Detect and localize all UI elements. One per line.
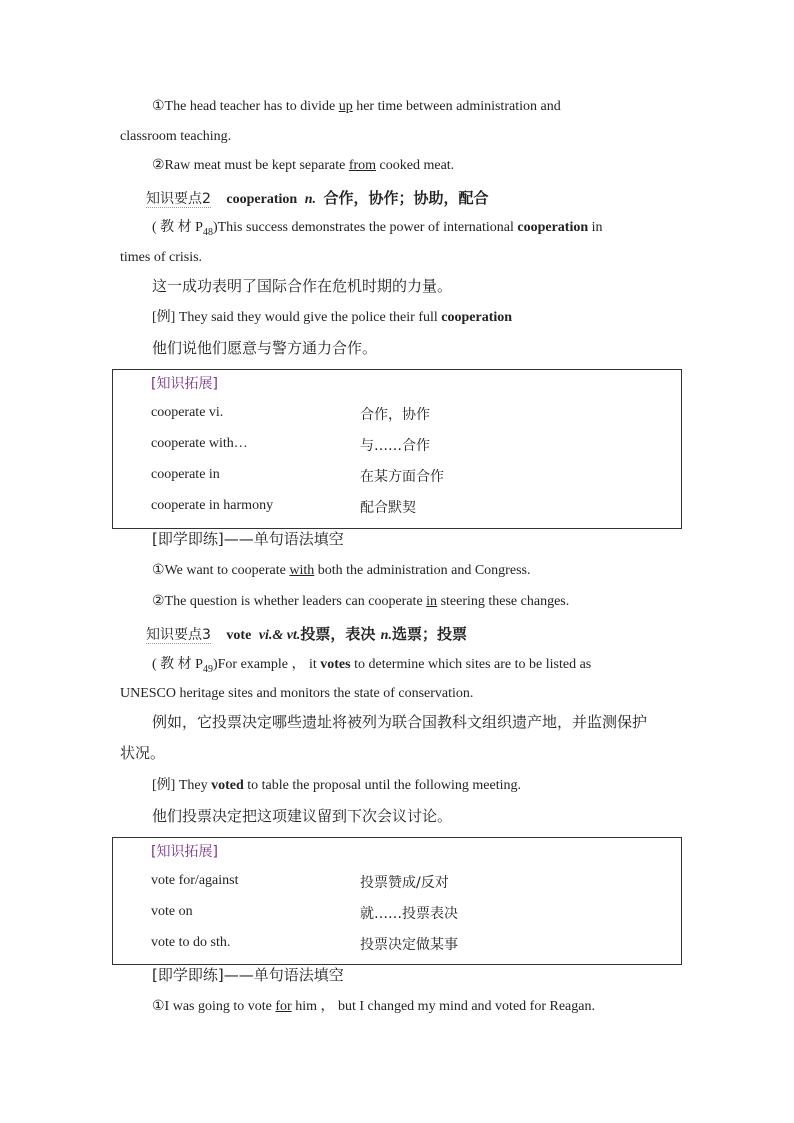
text: ①We want to cooperate	[152, 563, 290, 578]
textbook-translation-cont: 状况。	[120, 744, 166, 762]
expand-title: [知识拓展]	[151, 844, 218, 860]
practice-sentence	[152, 561, 530, 581]
example-translation: 他们说他们愿意与警方通力合作。	[152, 339, 378, 357]
text: to table the proposal until the following meeting.	[243, 778, 521, 793]
text: ( 教 材 P	[152, 220, 203, 235]
practice-sentence	[152, 592, 569, 612]
expand-term: cooperate vi.	[151, 405, 224, 420]
textbook-quote-cont: UNESCO heritage sites and monitors the state of conservation.	[120, 686, 474, 701]
point-badge: 知识要点3	[146, 627, 211, 643]
practice-sentence	[152, 997, 595, 1017]
text: )For example ， it	[212, 657, 321, 672]
text: [例] They said they would give the police their full	[152, 310, 442, 325]
practice-title: [即学即练]——单句语法填空	[152, 966, 344, 984]
expand-meaning: 投票决定做某事	[360, 937, 458, 953]
page-subscript: 48	[202, 226, 213, 238]
keyword: voted	[211, 778, 244, 793]
answer: up	[338, 99, 353, 114]
textbook-translation: 例如，它投票决定哪些遗址将被列为联合国教科文组织遗产地，并监测保护	[152, 713, 648, 731]
keyword: cooperation	[517, 220, 589, 235]
knowledge-point-3-heading	[146, 623, 467, 644]
textbook-quote	[152, 218, 603, 243]
knowledge-expand-box	[112, 837, 682, 965]
example-sentence-2	[152, 156, 454, 176]
part-of-speech: n.	[380, 628, 392, 643]
expand-term: vote to do sth.	[151, 935, 231, 950]
keyword: votes	[320, 657, 351, 672]
answer: in	[426, 594, 438, 609]
text: him ， but I changed my mind and voted for Reagan.	[291, 999, 595, 1014]
example-sentence-1	[152, 97, 561, 117]
part-of-speech: vi.& vt.	[258, 628, 301, 643]
textbook-quote-cont: times of crisis.	[120, 250, 203, 265]
textbook-translation: 这一成功表明了国际合作在危机时期的力量。	[152, 277, 453, 295]
text: ( 教 材 P	[152, 657, 203, 672]
text: cooked meat.	[376, 158, 455, 173]
text: ②The question is whether leaders can cooperate	[152, 594, 427, 609]
meaning: 投票，表决	[300, 625, 381, 643]
example	[152, 776, 521, 796]
keyword: cooperation	[226, 192, 298, 207]
text: ①The head teacher has to divide	[152, 99, 339, 114]
keyword: cooperation	[441, 310, 513, 325]
meaning: 选票；投票	[391, 625, 467, 643]
expand-term: cooperate with…	[151, 436, 248, 451]
textbook-quote	[152, 655, 591, 680]
expand-title: [知识拓展]	[151, 376, 218, 392]
text: in	[588, 220, 603, 235]
text: ①I was going to vote	[152, 999, 276, 1014]
text: to determine which sites are to be listed as	[350, 657, 592, 672]
expand-meaning: 与……合作	[360, 438, 430, 454]
example-translation: 他们投票决定把这项建议留到下次会议讨论。	[152, 807, 453, 825]
expand-term: vote on	[151, 904, 193, 919]
practice-title: [即学即练]——单句语法填空	[152, 530, 344, 548]
keyword: vote	[226, 628, 252, 643]
page-subscript: 49	[202, 663, 213, 675]
text: steering these changes.	[437, 594, 570, 609]
expand-meaning: 就……投票表决	[360, 906, 458, 922]
expand-term: cooperate in harmony	[151, 498, 274, 513]
text: ②Raw meat must be kept separate	[152, 158, 349, 173]
text: )This success demonstrates the power of international	[212, 220, 518, 235]
expand-meaning: 配合默契	[360, 500, 416, 516]
meaning: 合作，协作；协助，配合	[323, 189, 489, 207]
expand-meaning: 合作，协作	[360, 407, 430, 423]
answer: from	[348, 158, 377, 173]
example-sentence-1-cont: classroom teaching.	[120, 129, 232, 144]
example	[152, 308, 512, 328]
answer: for	[275, 999, 292, 1014]
expand-term: vote for/against	[151, 873, 239, 888]
expand-term: cooperate in	[151, 467, 220, 482]
expand-meaning: 投票赞成/反对	[360, 875, 449, 891]
text: [例] They	[152, 778, 212, 793]
part-of-speech: n.	[304, 192, 316, 207]
text: both the administration and Congress.	[314, 563, 531, 578]
text: her time between administration and	[352, 99, 561, 114]
expand-meaning: 在某方面合作	[360, 469, 444, 485]
answer: with	[289, 563, 315, 578]
knowledge-point-2-heading	[146, 187, 489, 208]
knowledge-expand-box	[112, 369, 682, 529]
point-badge: 知识要点2	[146, 191, 211, 207]
